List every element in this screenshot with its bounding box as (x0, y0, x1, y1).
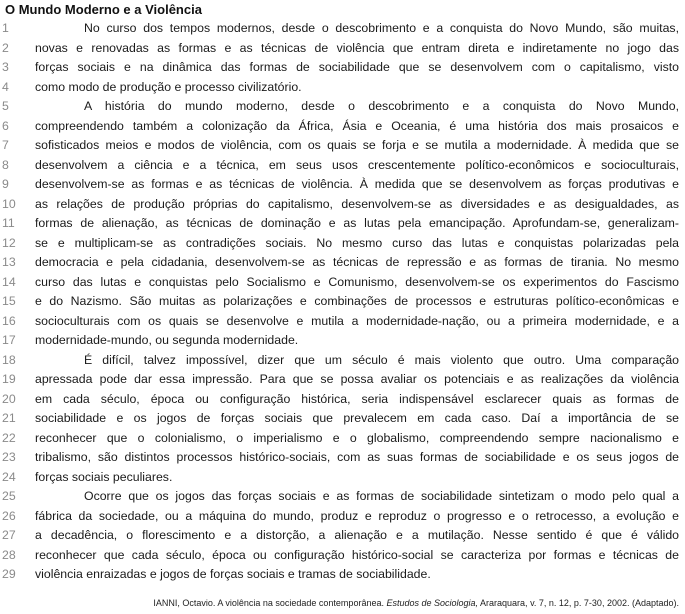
line-text: socioculturais com os quais se desenvolve e mutila a modernidade-nação, ou a primeira modernidade, e a (35, 313, 679, 328)
text-line (0, 565, 685, 585)
line-number: 12 (2, 235, 16, 250)
line-text: fábrica da sociedade, ou a máquina do mundo, produz e reproduz o progresso e o retrocesso, a evolução e (35, 508, 679, 523)
line-number: 19 (2, 372, 16, 386)
line-number: 5 (2, 99, 9, 113)
line-number: 17 (2, 333, 16, 347)
text-line (0, 136, 685, 156)
line-number: 21 (2, 411, 16, 425)
line-text: No curso dos tempos modernos, desde o descobrimento e a conquista do Novo Mundo, são muitas, (84, 21, 679, 35)
text-line (0, 331, 685, 351)
line-number: 20 (2, 391, 16, 406)
line-text: apressada pode dar essa impressão. Para que se possa avaliar os potenciais e as realizações da violência (35, 372, 679, 386)
text-line (0, 39, 685, 59)
line-text: compreendendo também a colonização da África, Ásia e Oceania, é uma história dos mais prosaicos e (35, 118, 679, 133)
text-line (0, 526, 685, 546)
text-title: O Mundo Moderno e a Violência (5, 2, 202, 17)
source-citation (153, 598, 679, 608)
line-text: reconhecer que cada século, época ou configuração histórico-social se caracteriza por formas e técnicas de (35, 547, 679, 562)
line-number: 16 (2, 313, 16, 328)
text-line (0, 351, 685, 371)
line-number: 14 (2, 274, 16, 289)
line-number: 18 (2, 352, 16, 367)
line-text: forças sociais e na dinâmica das formas de sociabilidade que se desenvolvem com o capitalismo, visto (35, 60, 679, 74)
line-number: 3 (2, 60, 9, 74)
text-line (0, 234, 685, 254)
line-number: 24 (2, 469, 16, 484)
line-text: e do Nazismo. São muitas as polarizações e combinações de processos e estruturas político-econômicas e (35, 294, 679, 308)
text-line (0, 429, 685, 449)
text-line (0, 253, 685, 273)
line-text: se e multiplicam-se as contradições sociais. No mesmo curso das lutas e conquistas polarizadas pela (35, 235, 679, 250)
line-number: 25 (2, 489, 16, 503)
line-text: em cada século, época ou configuração histórica, seria indispensável esclarecer quais as formas de (35, 391, 679, 406)
line-text: a decadência, o florescimento e a distorção, a alienação e a mutilação. Nesse sentido é que é válido (35, 528, 679, 542)
line-text: curso das lutas e conquistas pelo Socialismo e Comunismo, desenvolvem-se os experimentos do Fascismo (35, 274, 679, 289)
line-text: A história do mundo moderno, desde o descobrimento e a conquista do Novo Mundo, (84, 99, 679, 113)
line-text: sofisticados meios e modos de violência, com os quais se forja e se mutila a modernidade. À medida que se (35, 138, 679, 152)
text-line (0, 409, 685, 429)
text-line (0, 19, 685, 39)
line-text: democracia e pela cidadania, desenvolvem-se as técnicas de repressão e as formas de tirania. No mesmo (35, 255, 679, 269)
line-text: desenvolvem-se as formas e as técnicas de violência. À medida que se desenvolvem as forças produtivas e (35, 177, 679, 191)
text-line (0, 546, 685, 566)
text-line (0, 487, 685, 507)
line-text: reconhecer que o colonialismo, o imperialismo e o globalismo, compreendendo sempre nacionalismo e (35, 430, 679, 445)
line-number: 28 (2, 547, 16, 562)
line-number: 8 (2, 157, 9, 172)
line-number: 6 (2, 118, 9, 133)
line-text: desenvolvem a ciência e a técnica, em seus usos crescentemente político-econômicos e socioculturais, (35, 157, 679, 172)
line-text: modernidade-mundo, ou segunda modernidade. (35, 333, 299, 347)
line-number: 26 (2, 508, 16, 523)
text-line (0, 370, 685, 390)
source-journal: Estudos de Sociologia, (386, 598, 479, 608)
line-text: novas e renovadas as formas e as técnicas de violência que entram direta e indiretamente no jogo das (35, 40, 679, 55)
text-line (0, 58, 685, 78)
line-number: 2 (2, 40, 9, 55)
line-number: 27 (2, 528, 16, 542)
source-citation-suffix: Araraquara, v. 7, n. 12, p. 7-30, 2002. (Adaptado). (478, 598, 679, 608)
text-line (0, 468, 685, 488)
line-number: 13 (2, 255, 16, 269)
line-text: sociabilidade e os jogos de forças sociais que prevalecem em cada caso. Daí a importância de se (35, 411, 679, 425)
line-text: É difícil, talvez impossível, dizer que um século é mais violento que outro. Uma comparação (84, 352, 679, 367)
line-number: 1 (2, 21, 9, 35)
text-line (0, 448, 685, 468)
text-body (0, 19, 685, 585)
line-number: 29 (2, 567, 16, 581)
line-text: como modo de produção e processo civilizatório. (35, 79, 302, 94)
line-number: 11 (2, 216, 15, 230)
line-number: 4 (2, 79, 9, 94)
text-line (0, 195, 685, 215)
line-number: 7 (2, 138, 9, 152)
text-line (0, 507, 685, 527)
line-number: 10 (2, 196, 16, 211)
text-line (0, 97, 685, 117)
text-line (0, 175, 685, 195)
text-line (0, 292, 685, 312)
line-text: violência enraizadas e jogos de forças sociais e tramas de sociabilidade. (35, 567, 431, 581)
text-line (0, 390, 685, 410)
text-line (0, 273, 685, 293)
source-citation-prefix: IANNI, Octavio. A violência na sociedade contemporânea. (153, 598, 387, 608)
line-number: 9 (2, 177, 9, 191)
text-line (0, 312, 685, 332)
line-text: formas de alienação, as técnicas de dominação e as lutas pela emancipação. Aprofundam-se, generalizam- (35, 216, 679, 230)
line-text: as relações de produção próprias do capitalismo, desenvolvem-se as diversidades e as desigualdades, as (35, 196, 679, 211)
line-text: forças sociais peculiares. (35, 469, 173, 484)
text-line (0, 156, 685, 176)
text-line (0, 117, 685, 137)
line-number: 22 (2, 430, 16, 445)
line-number: 23 (2, 450, 16, 464)
text-line (0, 78, 685, 98)
line-text: tribalismo, são distintos processos histórico-sociais, com as suas formas de sociabilidade e os seus jogos de (35, 450, 679, 464)
line-text: Ocorre que os jogos das forças sociais e as formas de sociabilidade sintetizam o modo pelo qual a (84, 489, 679, 503)
text-line (0, 214, 685, 234)
line-number: 15 (2, 294, 16, 308)
